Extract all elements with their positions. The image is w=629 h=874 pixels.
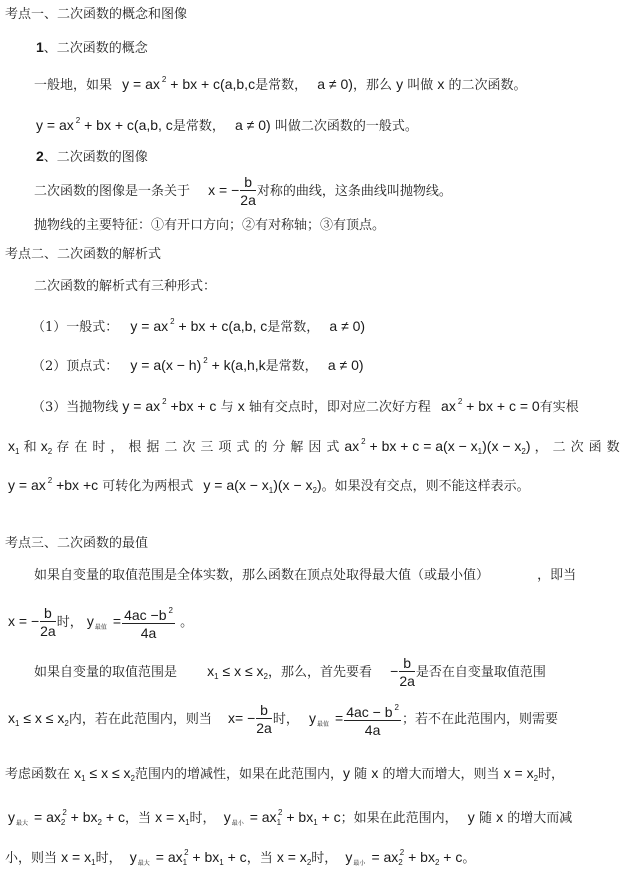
fraction-extreme-value: $\frac{4ac - b ^2}{4a}$	[344, 700, 401, 739]
paragraph-parabola-features: 抛物线的主要特征：①有开口方向；②有对称轴；③有顶点。	[34, 218, 386, 233]
paragraph-general-form: y = ax $^2$ + bx + c(a,b, c是常数， a ≠ 0) 叫做二次函数的一般式。	[36, 116, 418, 134]
fraction-b-over-2a: $\frac{b}{2a}$	[240, 174, 256, 208]
paragraph-extreme-value: 如果自变量的取值范围是全体实数，那么函数在顶点处取得最大值（或最小值） ，即当	[34, 568, 577, 583]
form-vertex: （2）顶点式： y = a(x − h) $^2$ + k(a,h,k是常数， a ≠ 0)	[32, 356, 364, 374]
formula: $y = a(x - x_1)(x - x_2)$	[203, 477, 322, 495]
formula: y = ax $^2$ +bx +c	[8, 476, 99, 493]
formula: ax $^2$ + bx + $c = a(x - x_1)(x - x_2)$	[344, 437, 531, 456]
subsection-title-1-1: 1、二次函数的概念	[36, 39, 148, 56]
section-title-3: 考点三、二次函数的最值	[5, 536, 149, 551]
formula: y = a(x − h) $^2$ + k(a,h,k	[130, 356, 266, 373]
formula: ax $^2$ + bx + c = 0	[441, 397, 540, 414]
fraction-b-over-2a: $\frac{b}{2a}$	[40, 605, 56, 639]
subsection-title-1-2: 2、二次函数的图像	[36, 148, 148, 165]
fraction-b-over-2a: $\frac{b}{2a}$	[399, 655, 415, 689]
form-intercept-line2: $x_1$ 和 $x_2$ 存在时，根据二次三项式的分解因式ax $^2$ + bx + $c = a(x - x_1)(x - x_2)$ ，二次函数	[8, 437, 625, 456]
formula: y = ax $^2$ +bx + c	[122, 397, 217, 414]
paragraph-range-check: 如果自变量的取值范围是 $x_1 \le x \le x_2$，那么，首先要看 − $\frac{b}{2a}$ 是否在自变量取值范围	[34, 655, 546, 689]
form-intercept-line3: y = ax $^2$ +bx +c 可转化为两根式 $y = a(x - x_1)(x - x_2)$。如果没有交点，则不能这样表示。	[8, 476, 530, 495]
form-general: （1）一般式： y = ax $^2$ + bx + c(a,b, c是常数， a ≠ 0)	[32, 317, 366, 335]
paragraph-axis-symmetry: 二次函数的图像是一条关于 x = − $\frac{b}{2a}$ 对称的曲线，这条曲线叫抛物线。	[34, 174, 452, 208]
paragraph-max-min-increase: $y_{最大} = ax_2^2 + bx_2 + c$，当 $x = x_1$时， $y_{最小} = ax_1^2 + bx_1 + c$；如果在此范围内， y 随 x 的增大而减	[8, 808, 573, 827]
formula: y = ax $^2$ + bx + c(a,b, c	[36, 116, 173, 133]
paragraph-three-forms: 二次函数的解析式有三种形式：	[34, 279, 217, 294]
section-title-1: 考点一、二次函数的概念和图像	[5, 7, 188, 22]
formula-vertex-extreme: x = − $\frac{b}{2a}$ 时， $y_{最值}$ = $\frac{4ac -b ^2}{4a}$ 。	[8, 605, 194, 641]
formula: y = ax $^2$ + bx + c(a,b, c	[130, 317, 268, 334]
form-intercept-line1: （3）当抛物线 y = ax $^2$ +bx + c 与 x 轴有交点时，即对应二次好方程 ax $^2$ + bx + c = 0有实根	[32, 397, 579, 415]
paragraph-definition: 一般地，如果 y = ax $^2$ + bx + c(a,b,c是常数， a ≠ 0)，那么 y 叫做 x 的二次函数。	[34, 75, 527, 93]
paragraph-max-min-decrease: 小，则当 $x = x_1$时， $y_{最大} = ax_1^2 + bx_1 + c$，当 $x = x_2$时， $y_{最小} = ax_2^2 + bx_2 + c$。	[5, 848, 476, 867]
section-title-2: 考点二、二次函数的解析式	[5, 247, 162, 262]
fraction-extreme-value: $\frac{4ac -b ^2}{4a}$	[122, 603, 175, 642]
fraction-b-over-2a: $\frac{b}{2a}$	[256, 702, 272, 736]
formula: y = ax $^2$ + bx + c(a,b,c	[122, 75, 256, 92]
paragraph-range-inside: $x_1 \le x \le x_2$内，若在此范围内，则当 x= − $\frac{b}{2a}$ 时， $y_{最值}$ = $\frac{4ac - b ^2}{4a}$ ；若不在此范围内，则需要	[8, 702, 558, 738]
paragraph-monotonic-increase: 考虑函数在 $x_1 \le x \le x_2$范围内的增减性，如果在此范围内，y 随 x 的增大而增大，则当 $x = x_2$时，	[5, 765, 565, 783]
